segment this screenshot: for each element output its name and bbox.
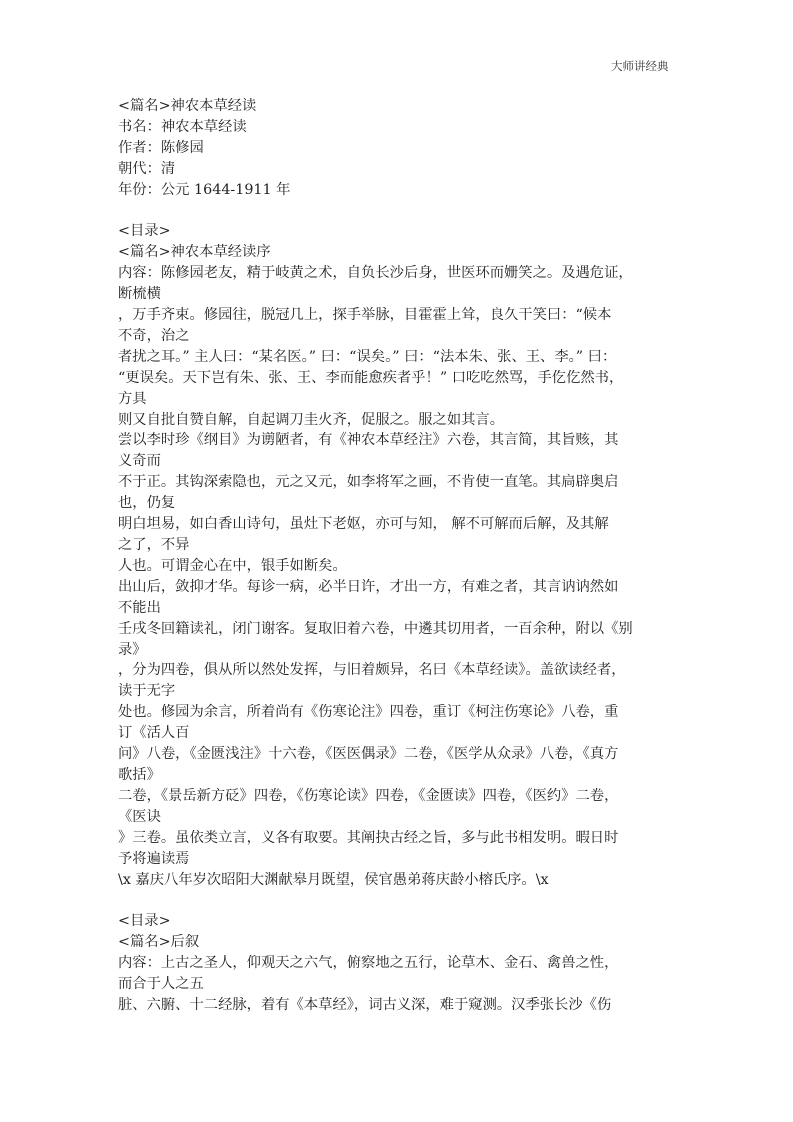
text-line: 义奇而 [118, 453, 161, 470]
text-line: 作者：陈修园 [118, 139, 204, 156]
text-line: 明白坦易，如白香山诗句，虽灶下老妪，亦可与知， 解不可解而后解，及其解 [118, 516, 609, 533]
text-line: <篇名>神农本草经读 [118, 98, 257, 114]
text-line: <篇名>后叙 [118, 934, 200, 951]
text-line: <篇名>神农本草经读序 [118, 244, 271, 261]
text-line: 者扰之耳。” 主人曰：“某名医。” 曰：“误矣。” 曰：“法本朱、张、王、李。” 曰： [118, 348, 617, 365]
text-line: 年份：公元 1644-1911 年 [118, 181, 291, 198]
text-line: 歌括》 [118, 766, 161, 783]
text-line: ，分为四卷，俱从所以然处发挥，与旧着颇异，名曰《本草经读》。盖欲读经者， [118, 662, 626, 679]
text-line: ，万手齐束。修园往，脱冠几上，探手举脉，目霍霍上耸，良久干笑曰：“候本 [118, 307, 612, 324]
text-line: 不于正。其钩深索隐也，元之又元，如李将军之画，不肯使一直笔。其扃辟奥启 [118, 474, 619, 491]
text-line: <目录> [118, 223, 171, 240]
postscript-section [118, 911, 684, 1016]
text-line: 则又自批自赞自解，自起调刀圭火齐，促服之。服之如其言。 [118, 411, 505, 428]
text-line: 予将遍读焉 [118, 850, 190, 867]
page-header: 大师讲经典 [611, 59, 669, 73]
text-line: <目录> [118, 913, 171, 930]
blank-line [118, 201, 684, 222]
text-line: 》三卷。虽依类立言，义各有取要。其阐抉古经之旨，多与此书相发明。暇日时 [118, 829, 619, 846]
preface-section [118, 221, 684, 890]
text-line: 内容：陈修园老友，精于岐黄之术，自负长沙后身，世医环而姗笑之。及遇危证， [118, 265, 633, 282]
text-line: 内容：上古之圣人，仰观天之六气，俯察地之五行，论草木、金石、禽兽之性， [118, 955, 619, 972]
blank-line [118, 890, 684, 911]
text-line: 人也。可谓金心在中，银手如断矣。 [118, 557, 347, 574]
text-line: 订《活人百 [118, 725, 190, 742]
text-line: 也，仍复 [118, 495, 176, 512]
text-line: 处也。修园为余言，所着尚有《伤寒论注》四卷，重订《柯注伤寒论》八卷，重 [118, 704, 619, 721]
text-line: 不奇，治之 [118, 327, 190, 344]
text-line: 尝以李时珍《纲目》为谫陋者，有《神农本草经注》六卷，其言简，其旨赅，其 [118, 432, 619, 449]
text-line: 之了，不异 [118, 537, 190, 554]
text-line: 而合于人之五 [118, 976, 204, 993]
text-line: 方具 [118, 390, 147, 407]
text-line: “更误矣。天下岂有朱、张、王、李而能愈疾者乎！” 口吃吃然骂，手仡仡然书， [118, 369, 624, 386]
book-metadata [118, 96, 684, 201]
text-line: 读于无字 [118, 683, 176, 700]
text-line: 二卷，《景岳新方砭》四卷，《伤寒论读》四卷，《金匮读》四卷，《医约》二卷， [118, 787, 619, 804]
text-line: 脏、六腑、十二经脉，着有《本草经》，词古义深，难于窥测。汉季张长沙《伤 [118, 996, 612, 1013]
text-line: 问》八卷，《金匮浅注》十六卷，《医医偶录》二卷，《医学从众录》八卷，《真方 [118, 746, 619, 763]
text-line: 书名：神农本草经读 [118, 118, 247, 135]
text-line: 断梳横 [118, 286, 161, 303]
text-line: 出山后，敛抑才华。每诊一病，必半日许，才出一方，有难之者，其言讷讷然如 [118, 578, 619, 595]
text-line: \x 嘉庆八年岁次昭阳大渊献皋月既望，侯官愚弟蒋庆龄小榕氏序。\x [118, 871, 549, 888]
text-line: 录》 [118, 641, 147, 658]
text-line: 《医诀 [118, 808, 161, 825]
text-line: 朝代：清 [118, 160, 176, 177]
document-body [118, 96, 684, 1016]
text-line: 壬戌冬回籍读礼，闭门谢客。复取旧着六卷，中遴其切用者，一百余种，附以《别 [118, 620, 633, 637]
text-line: 不能出 [118, 599, 161, 616]
